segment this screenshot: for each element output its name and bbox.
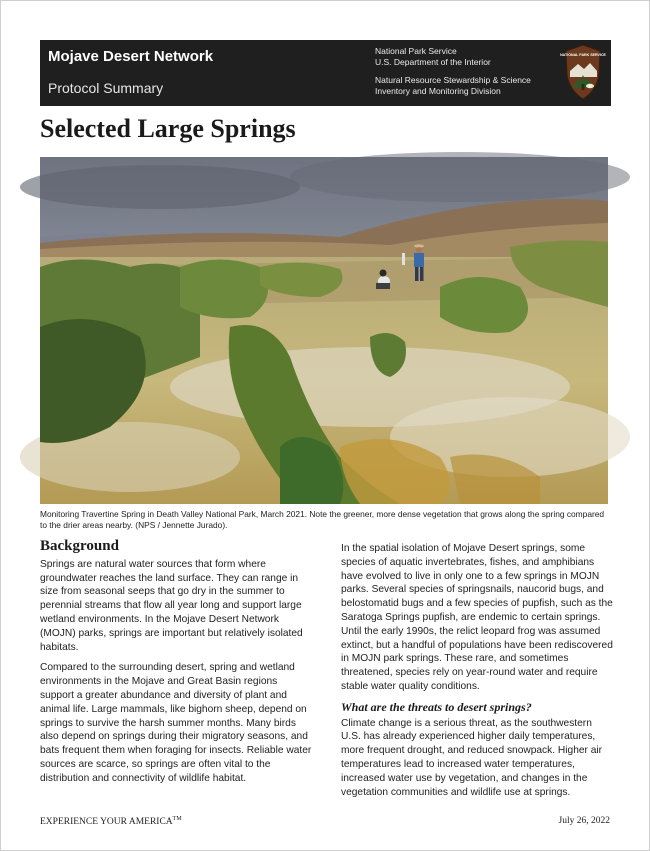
right-column <box>341 542 613 806</box>
network-name: Mojave Desert Network <box>48 48 214 65</box>
protocol-summary-label: Protocol Summary <box>48 80 164 96</box>
division-line-1: Natural Resource Stewardship & Science <box>375 75 531 85</box>
slogan-text: EXPERIENCE YOUR AMERICA <box>40 817 173 828</box>
page-title: Selected Large Springs <box>40 114 296 143</box>
logo-text: NATIONAL PARK SERVICE <box>560 53 606 57</box>
footer-date: July 26, 2022 <box>558 816 610 826</box>
background-paragraph-2: Compared to the surrounding desert, spring and wetland environments in the Mojave and Great Basin regions support a greater abundance and diversity of plant and animal life. Large mammals, like bighorn sheep, depend on springs to survive the harsh summer months. Many birds also depend on springs during their migratory seasons, and bats frequent them when foraging for insects. Reliable water sources are scarce, so springs are often vital to the distribution and connectivity of wildlife habitat. <box>40 662 312 784</box>
background-heading: Background <box>40 538 119 554</box>
agency-info <box>375 46 531 97</box>
header-banner <box>40 40 611 106</box>
trademark-mark: TM <box>172 816 182 822</box>
photo-caption: Monitoring Travertine Spring in Death Valley National Park, March 2021. Note the greener, more dense vegetation that grows along the spring compared to the drier areas nearby. (NPS / Jennette Jurado). <box>40 509 605 530</box>
footer-slogan <box>40 816 182 827</box>
landscape-photo-icon <box>40 157 608 504</box>
spring-photo <box>40 157 608 504</box>
agency-line-2: U.S. Department of the Interior <box>375 57 491 67</box>
nps-arrowhead-logo <box>560 44 606 100</box>
division-line-2: Inventory and Monitoring Division <box>375 86 501 96</box>
threats-heading: What are the threats to desert springs? <box>341 699 532 714</box>
left-column <box>40 540 312 793</box>
agency-line-1: National Park Service <box>375 46 457 56</box>
background-paragraph-3: In the spatial isolation of Mojave Desert springs, some species of aquatic invertebrates, fishes, and amphibians have evolved to live in only one to a few springs in MOJN parks. Several species of springsnails, naucorid bugs, and belostomatid bugs and a few species of pupfish, such as the Saratoga Springs pupfish, are endemic to certain springs. Until the early 1990s, the relict leopard frog was assumed extinct, but a handful of populations have been rediscovered in MOJN park springs. These rare, and sometimes threatened, species rely on year-round water and require stable water quality conditions. <box>341 543 613 692</box>
threats-paragraph-1: Climate change is a serious threat, as the southwestern U.S. has already experienced higher daily temperatures, more frequent drought, and reduced snowpack. Higher air temperatures lead to increased water temperatures, increased water use by vegetation, and changes in the vegetation communities and wildlife use at springs. <box>341 717 603 798</box>
background-paragraph-1: Springs are natural water sources that form where groundwater reaches the land surface. They can range in size from seasonal seeps that go dry in the summer to perennial streams that flow all year long and support large wetland environments. In the Mojave Desert Network (MOJN) parks, springs are important but relatively isolated habitats. <box>40 558 303 653</box>
